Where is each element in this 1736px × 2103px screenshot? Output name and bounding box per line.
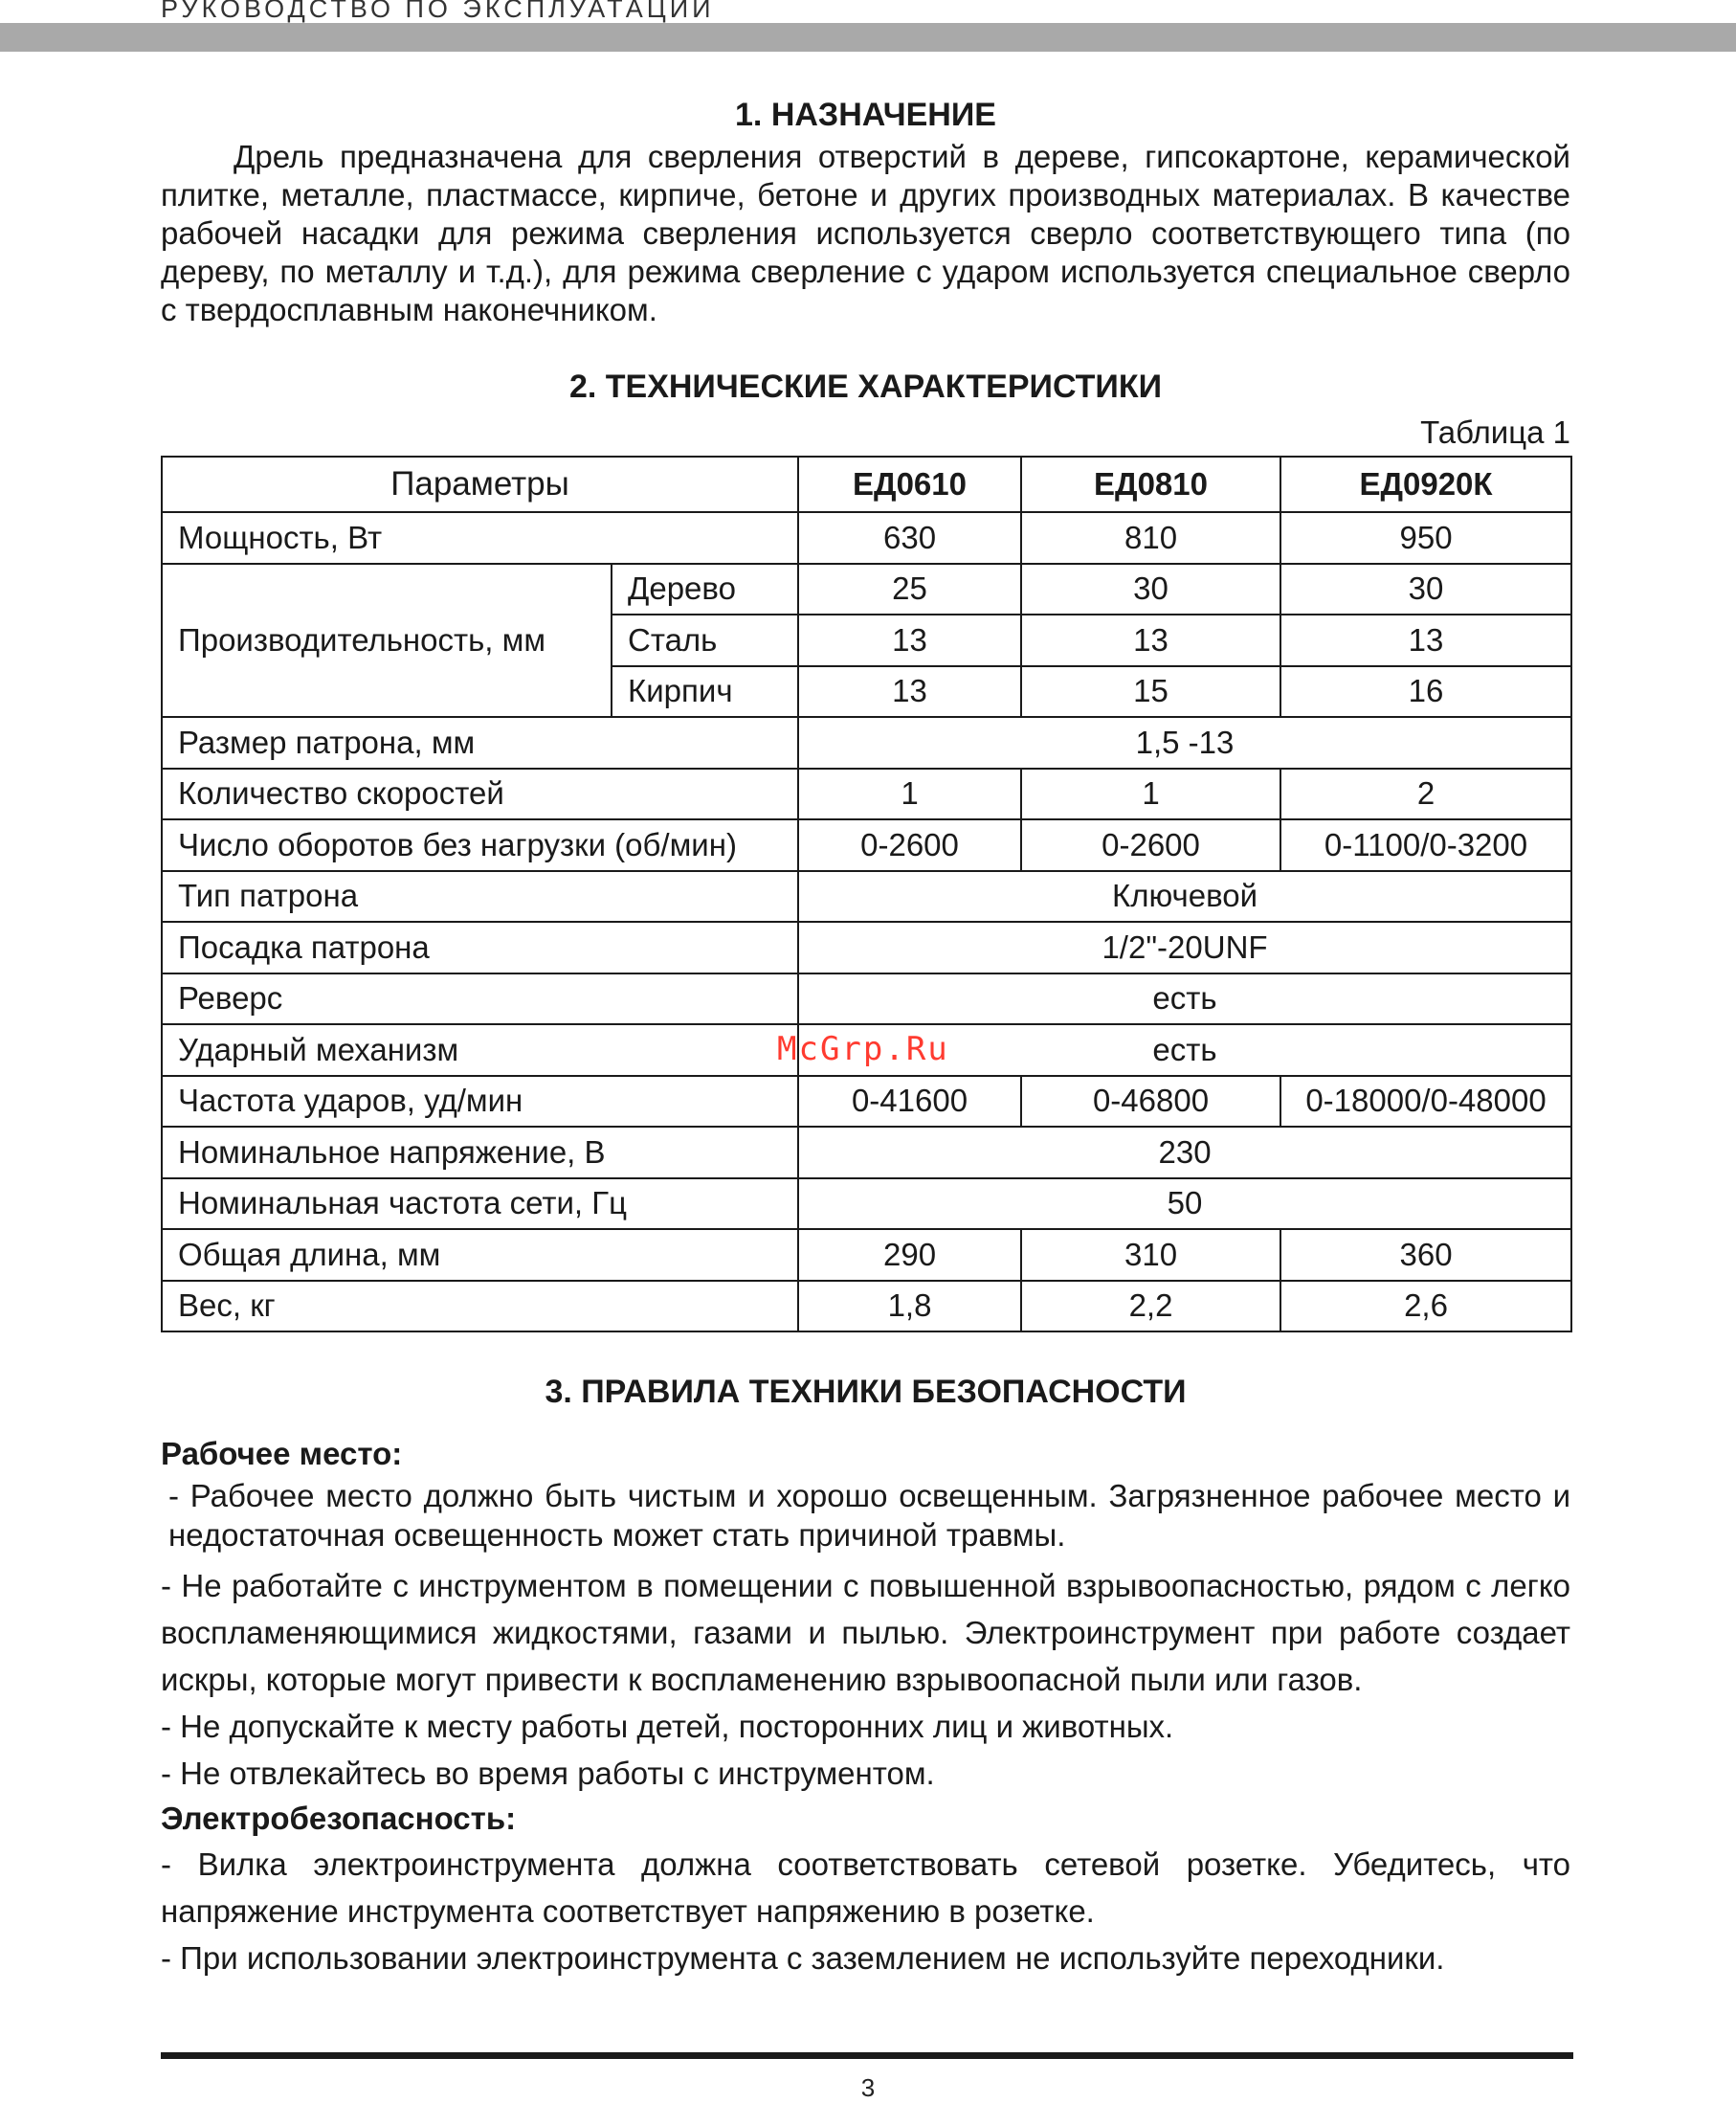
header-model: ЕД0810 xyxy=(1021,457,1280,512)
cell-value: 630 xyxy=(798,512,1021,564)
section-2-title: 2. ТЕХНИЧЕСКИЕ ХАРАКТЕРИСТИКИ xyxy=(568,369,1163,405)
table-row xyxy=(162,1076,1571,1128)
cell-value: 230 xyxy=(798,1127,1571,1178)
cell-value: 13 xyxy=(1021,615,1280,666)
cell-value: 2 xyxy=(1280,769,1571,820)
row-label: Ударный механизм xyxy=(162,1024,798,1076)
cell-value: 0-41600 xyxy=(798,1076,1021,1128)
safety-rule: - Рабочее место должно быть чистым и хорошо освещенным. Загрязненное рабочее место и недостаточная освещенность может стать причиной травмы. xyxy=(168,1478,1570,1553)
cell-value: есть xyxy=(798,1024,1571,1076)
material-label: Дерево xyxy=(612,564,798,615)
cell-value: 1 xyxy=(1021,769,1280,820)
safety-rule: - Не отвлекайтесь во время работы с инструментом. xyxy=(161,1756,935,1791)
cell-value: 2,6 xyxy=(1280,1281,1571,1332)
cell-value: 25 xyxy=(798,564,1021,615)
page-number: 3 xyxy=(860,2073,876,2102)
cell-value: 2,2 xyxy=(1021,1281,1280,1332)
table-row xyxy=(162,717,1571,769)
cell-value: 13 xyxy=(798,666,1021,718)
cell-value: 30 xyxy=(1280,564,1571,615)
cell-value: 1 xyxy=(798,769,1021,820)
header-model: ЕД0920К xyxy=(1280,457,1571,512)
row-label: Номинальная частота сети, Гц xyxy=(162,1178,798,1230)
row-label: Вес, кг xyxy=(162,1281,798,1332)
cell-value: 13 xyxy=(798,615,1021,666)
row-label: Размер патрона, мм xyxy=(162,717,798,769)
header-bar xyxy=(0,23,1736,52)
row-label: Тип патрона xyxy=(162,871,798,923)
cell-value: 1/2"-20UNF xyxy=(798,922,1571,973)
cell-value: 0-1100/0-3200 xyxy=(1280,819,1571,871)
watermark: McGrp.Ru xyxy=(777,1030,949,1068)
cell-value: есть xyxy=(798,973,1571,1025)
workplace-heading: Рабочее место: xyxy=(161,1436,403,1471)
cell-value: 15 xyxy=(1021,666,1280,718)
cell-value: 16 xyxy=(1280,666,1571,718)
cell-value: 0-2600 xyxy=(1021,819,1280,871)
material-label: Сталь xyxy=(612,615,798,666)
cell-value: 0-46800 xyxy=(1021,1076,1280,1128)
table-row xyxy=(162,1281,1571,1332)
cell-value: 810 xyxy=(1021,512,1280,564)
row-label: Посадка патрона xyxy=(162,922,798,973)
cell-value: 1,5 -13 xyxy=(798,717,1571,769)
material-label: Кирпич xyxy=(612,666,798,718)
row-label: Реверс xyxy=(162,973,798,1025)
running-header: РУКОВОДСТВО ПО ЭКСПЛУАТАЦИИ xyxy=(161,0,715,23)
table-row xyxy=(162,922,1571,973)
cell-value: 0-2600 xyxy=(798,819,1021,871)
cell-value: 13 xyxy=(1280,615,1571,666)
safety-rule: - Вилка электроинструмента должна соответствовать сетевой розетке. Убедитесь, что напряжение инструмента соответствует напряжению в розетке. xyxy=(161,1846,1570,1929)
row-label: Производительность, мм xyxy=(162,564,612,718)
section-1-text: Дрель предназначена для сверления отверстий в дереве, гипсокартоне, керамической плитке, металле, пластмассе, кирпиче, бетоне и других производных материалах. В качестве рабочей насадки для режима сверления используется сверло соответствующего типа (по дереву, по металлу и т.д.), для режима сверление с ударом используется специальное сверло с твердосплавным наконечником. xyxy=(161,139,1570,327)
table-row xyxy=(162,973,1571,1025)
specifications-table xyxy=(161,456,1572,1332)
safety-rule: - Не допускайте к месту работы детей, посторонних лиц и животных. xyxy=(161,1709,1174,1744)
row-label: Количество скоростей xyxy=(162,769,798,820)
table-row xyxy=(162,1127,1571,1178)
table-header-row xyxy=(162,457,1571,512)
table-row xyxy=(162,819,1571,871)
section-1-title: 1. НАЗНАЧЕНИЕ xyxy=(735,97,996,133)
footer-rule xyxy=(161,2052,1573,2059)
cell-value: 0-18000/0-48000 xyxy=(1280,1076,1571,1128)
header-model: ЕД0610 xyxy=(798,457,1021,512)
row-label: Номинальное напряжение, В xyxy=(162,1127,798,1178)
cell-value: 950 xyxy=(1280,512,1571,564)
cell-value: 30 xyxy=(1021,564,1280,615)
safety-rule: - При использовании электроинструмента с заземлением не используйте переходники. xyxy=(161,1940,1445,1976)
row-label: Число оборотов без нагрузки (об/мин) xyxy=(162,819,798,871)
cell-value: 290 xyxy=(798,1229,1021,1281)
cell-value: 310 xyxy=(1021,1229,1280,1281)
table-row xyxy=(162,871,1571,923)
section-3-title: 3. ПРАВИЛА ТЕХНИКИ БЕЗОПАСНОСТИ xyxy=(545,1374,1187,1410)
table-caption: Таблица 1 xyxy=(1420,414,1570,450)
row-label: Мощность, Вт xyxy=(162,512,798,564)
row-label: Общая длина, мм xyxy=(162,1229,798,1281)
table-row xyxy=(162,769,1571,820)
header-params: Параметры xyxy=(162,457,798,512)
table-row xyxy=(162,564,1571,615)
electric-safety-heading: Электробезопасность: xyxy=(161,1801,517,1836)
cell-value: 50 xyxy=(798,1178,1571,1230)
cell-value: 360 xyxy=(1280,1229,1571,1281)
table-row xyxy=(162,1178,1571,1230)
row-label: Частота ударов, уд/мин xyxy=(162,1076,798,1128)
table-row xyxy=(162,1229,1571,1281)
cell-value: 1,8 xyxy=(798,1281,1021,1332)
table-row xyxy=(162,512,1571,564)
cell-value: Ключевой xyxy=(798,871,1571,923)
safety-rule: - Не работайте с инструментом в помещении с повышенной взрывоопасностью, рядом с легко воспламеняющимися жидкостями, газами и пылью. Электроинструмент при работе создает искры, которые могут привести к воспламенению взрывоопасной пыли или газов. xyxy=(161,1568,1570,1697)
